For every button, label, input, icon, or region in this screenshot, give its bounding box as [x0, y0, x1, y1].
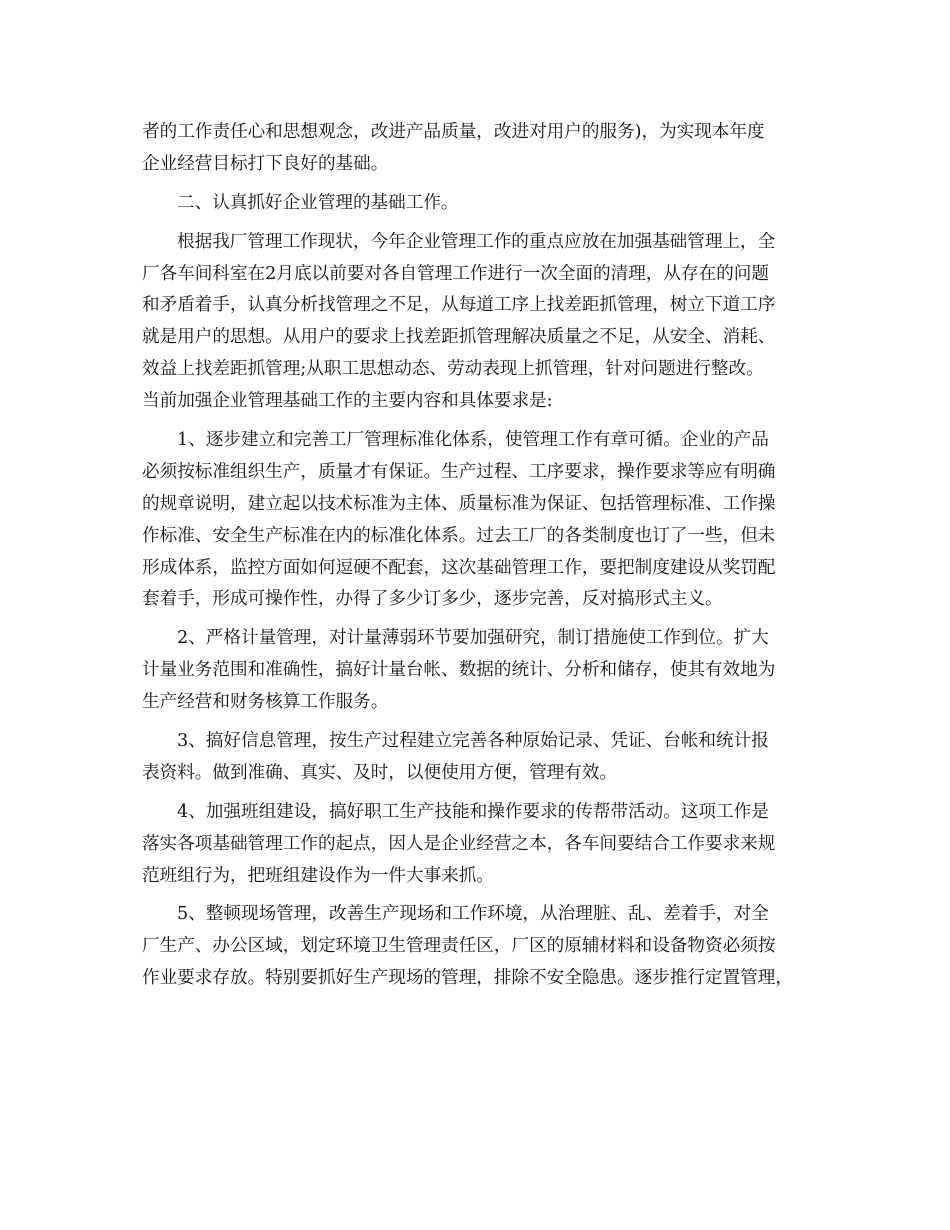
text-line: 2、严格计量管理，对计量薄弱环节要加强研究，制订措施使工作到位。扩大	[177, 628, 769, 649]
text-line: 根据我厂管理工作现状，今年企业管理工作的重点应放在加强基础管理上，全	[177, 231, 776, 252]
text-line: 4、加强班组建设，搞好职工生产技能和操作要求的传帮带活动。这项工作是	[177, 801, 769, 822]
text-line: 企业经营目标打下良好的基础。	[142, 153, 389, 174]
text-line: 必须按标准组织生产，质量才有保证。生产过程、工序要求，操作要求等应有明确	[142, 461, 776, 482]
text-line: 就是用户的思想。从用户的要求上找差距抓管理解决质量之不足，从安全、消耗、	[142, 327, 776, 348]
text-line: 形成体系，监控方面如何逗硬不配套，这次基础管理工作，要把制度建设从奖罚配	[142, 557, 776, 578]
text-line: 1、逐步建立和完善工厂管理标准化体系，使管理工作有章可循。企业的产品	[177, 430, 769, 451]
text-line: 作标准、安全生产标准在内的标准化体系。过去工厂的各类制度也订了一些，但未	[142, 525, 776, 546]
text-line: 表资料。做到准确、真实、及时，以便使用方便，管理有效。	[142, 762, 618, 783]
text-line: 5、整顿现场管理，改善生产现场和工作环境，从治理脏、乱、差着手，对全	[177, 904, 769, 925]
section-heading: 二、认真抓好企业管理的基础工作。	[177, 192, 459, 213]
text-line: 落实各项基础管理工作的起点，因人是企业经营之本，各车间要结合工作要求来规	[142, 833, 776, 854]
text-line: 生产经营和财务核算工作服务。	[142, 692, 389, 713]
text-line: 范班组行为，把班组建设作为一件大事来抓。	[142, 865, 494, 886]
text-line: 效益上找差距抓管理;从职工思想动态、劳动表现上抓管理，针对问题进行整改。	[142, 359, 764, 380]
text-line: 厂生产、办公区域，划定环境卫生管理责任区，厂区的原辅材料和设备物资必须按	[142, 936, 776, 957]
document-body	[142, 117, 832, 995]
text-line: 计量业务范围和准确性，搞好计量台帐、数据的统计、分析和储存，使其有效地为	[142, 660, 776, 681]
text-line: 套着手，形成可操作性，办得了多少订多少，逐步完善，反对搞形式主义。	[142, 589, 723, 610]
text-line: 的规章说明，建立起以技术标准为主体、质量标准为保证、包括管理标准、工作操	[142, 493, 776, 514]
text-line: 和矛盾着手，认真分析找管理之不足，从每道工序上找差距抓管理，树立下道工序	[142, 295, 776, 316]
text-line: 当前加强企业管理基础工作的主要内容和具体要求是:	[142, 391, 553, 412]
text-line: 者的工作责任心和思想观念，改进产品质量，改进对用户的服务)，为实现本年度	[142, 122, 765, 142]
text-line: 厂各车间科室在2月底以前要对各自管理工作进行一次全面的清理，从存在的问题	[142, 263, 769, 284]
text-line: 3、搞好信息管理，按生产过程建立完善各种原始记录、凭证、台帐和统计报	[177, 731, 769, 752]
text-line: 作业要求存放。特别要抓好生产现场的管理，排除不安全隐患。逐步推行定置管理，	[142, 968, 793, 989]
